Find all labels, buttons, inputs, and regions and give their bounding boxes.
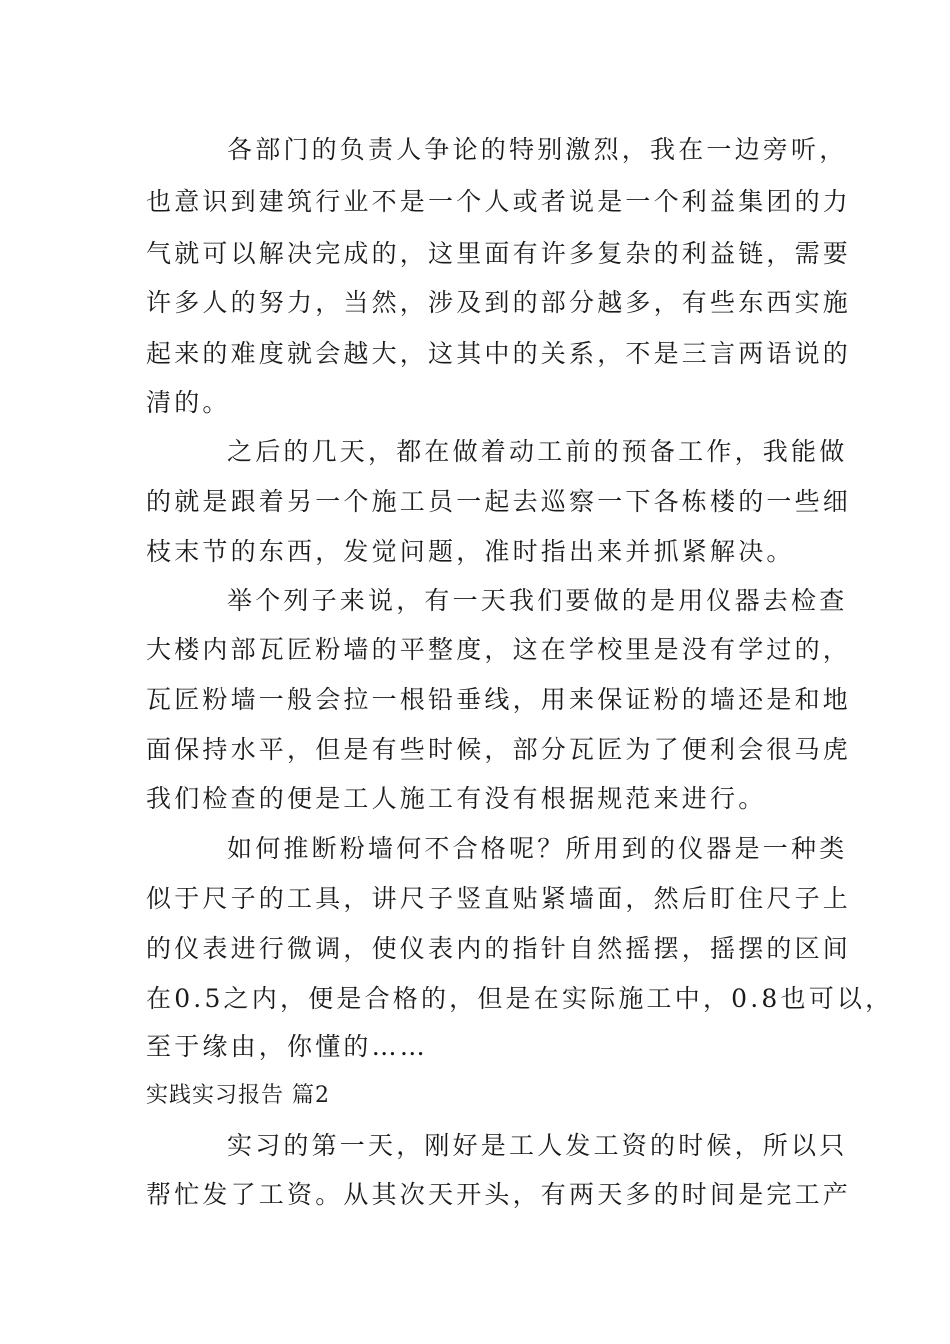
paragraph-4-line-1: 如何推断粉墙何不合格呢？所用到的仪器是一种类 [227, 834, 848, 863]
paragraph-1-line-4: 许多人的努力，当然，涉及到的部分越多，有些东西实施 [146, 288, 852, 317]
paragraph-3-line-1: 举个列子来说，有一天我们要做的是用仪器去检查 [227, 586, 848, 615]
paragraph-4-line-3: 的仪表进行微调，使仪表内的指针自然摇摆，摇摆的区间 [146, 934, 852, 963]
paragraph-4-line-2: 似于尺子的工具，讲尺子竖直贴紧墙面，然后盯住尺子上 [146, 884, 852, 913]
paragraph-5-line-1: 实习的第一天，刚好是工人发工资的时候，所以只 [227, 1131, 848, 1160]
paragraph-1-line-3: 气就可以解决完成的，这里面有许多复杂的利益链，需要 [146, 239, 852, 268]
paragraph-3-line-4: 面保持水平，但是有些时候，部分瓦匠为了便利会很马虎 [146, 735, 852, 764]
paragraph-3-line-3: 瓦匠粉墙一般会拉一根铅垂线，用来保证粉的墙还是和地 [146, 685, 852, 714]
paragraph-5-line-2: 帮忙发了工资。从其次天开头，有两天多的时间是完工产 [146, 1180, 852, 1209]
paragraph-1-line-2: 也意识到建筑行业不是一个人或者说是一个利益集团的力 [146, 187, 852, 216]
paragraph-1-line-5: 起来的难度就会越大，这其中的关系，不是三言两语说的 [146, 339, 852, 368]
paragraph-1-line-1: 各部门的负责人争论的特别激烈，我在一边旁听， [227, 135, 848, 164]
paragraph-3-line-2: 大楼内部瓦匠粉墙的平整度，这在学校里是没有学过的， [146, 635, 852, 664]
paragraph-2-line-2: 的就是跟着另一个施工员一起去巡察一下各栋楼的一些细 [146, 487, 852, 516]
paragraph-4-line-5: 至于缘由，你懂的…… [146, 1032, 429, 1061]
paragraph-2-line-1: 之后的几天，都在做着动工前的预备工作，我能做 [227, 437, 848, 466]
paragraph-1-line-6: 清的。 [146, 388, 231, 417]
paragraph-4-line-4: 在0.5之内，便是合格的，但是在实际施工中，0.8也可以， [146, 984, 894, 1013]
section-heading: 实践实习报告 篇2 [146, 1083, 330, 1108]
paragraph-2-line-3: 枝末节的东西，发觉问题，准时指出来并抓紧解决。 [146, 537, 795, 566]
paragraph-3-line-5: 我们检查的便是工人施工有没有根据规范来进行。 [146, 784, 767, 813]
